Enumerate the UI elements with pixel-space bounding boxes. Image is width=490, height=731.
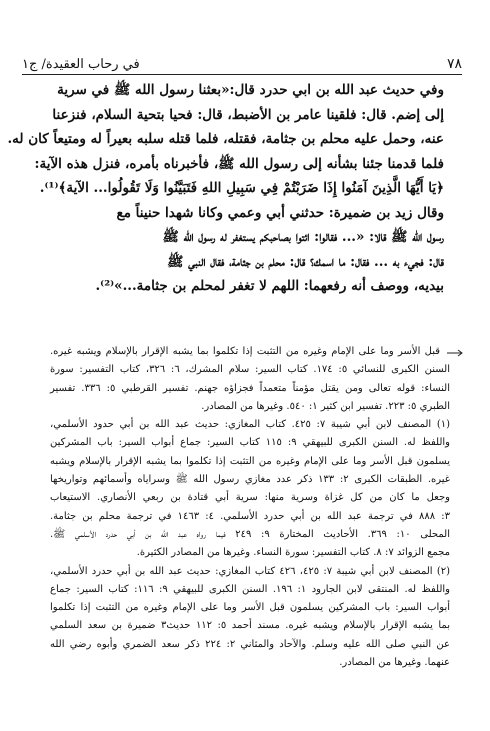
page-header — [22, 50, 462, 75]
footnote-line: النساء: قوله تعالى ومن يقتل مؤمناً متعمداً فجزاؤه جهنم. تفسير القرطبي ٥: ٣٣٦. تفسير — [50, 382, 451, 394]
page-number: ٧٨ — [446, 56, 462, 72]
footnote-1-line: (١) المصنف لابن أبي شيبة ٧: ٤٢٥. كتاب المغازي: حديث عبد الله بن أبي حدود الأسلمي، — [50, 419, 450, 431]
running-title: في رحاب العقيدة/ ج١ — [22, 57, 140, 72]
main-line: بيديه، ووصف أنه رفعهما: اللهم لا تغفر لمحلم بن جثامة...»⁽²⁾. — [95, 278, 444, 294]
footnote-2-line: (٢) المصنف لابن أبي شيبة ٧: ٤٢٥، ٤٢٦ كتاب المغازي: حديث عبد الله بن أبي حدرد الأسلمي، — [50, 565, 451, 577]
footnote-line: السنن الكبرى للنسائي ٥: ١٧٤. كتاب السير: سلام المشرك، ٦: ٣٢٦، كتاب التفسير: سورة — [50, 364, 450, 376]
main-text — [7, 78, 444, 299]
main-line: وفي حديث عبد الله بن ابي حدرد قال:«بعثنا رسول الله ﷺ في سرية — [57, 82, 444, 98]
footnote-2-line: عنهما. وغيرها من المصادر. — [339, 657, 450, 669]
footnote-2-line: بما يشبه الإقرار بالإسلام ويشبه غيره. مسند أحمد ٥: ١١٢ حديث٣ ضميرة بن سعد السلمي — [50, 620, 450, 632]
main-line: رسول الله ﷺ قالا: «... فقالوا: ائتوا بصاحبكم يستغفر له رسول الله ﷺ — [162, 229, 444, 245]
main-line: وقال زيد بن ضميرة: حدثني أبي وعمي وكانا شهدا حنيناً مع — [116, 204, 444, 221]
footnote-1-line: غيره. الطبقات الكبرى ٢: ١٣٣ ذكر عدد مغازي رسول الله ﷺ وسراياه وأسمائهم وتواريخها — [50, 474, 450, 486]
footnote-1-line: المحلى ١٠: ٣٦٩. الأحاديث المختارة ٩: ٢٤٩ فيما رواه عبد الله بن أبي حدرد الأسلمي ﷺ. — [50, 528, 450, 540]
footnote-1-line: يسلمون قبل الأسر وما على الإمام وغيره من التثبت إذا تكلموا بما يشبه الإقرار بالإسلام ويشبه — [50, 455, 450, 467]
footnote-1-line: واللفظ له. السنن الكبرى للبيهقي ٩: ١١٥ كتاب السير: جماع أبواب السير: باب المشركين — [50, 437, 450, 449]
footnotes — [50, 343, 450, 672]
footnote-1-line: ٣: ٨٨٨ في ترجمة عبد الله بن أبي حدرد الأسلمي. ٤: ١٤٦٣ في ترجمة محلم بن جثامة. — [50, 510, 450, 522]
footnote-2-line: عن النبي صلى الله عليه وسلم. والآحاد والمثاني ٢: ٢٢٤ ذكر سعد الضمري وأبوه رضي الله — [50, 638, 450, 650]
continuation-arrow-icon — [446, 348, 464, 358]
footnote-1-line: وجعل ما كان من كل غزاة وسرية منها: سرية أبي قتادة بن ربعي الأنصاري. الاستيعاب — [50, 492, 450, 504]
footnote-1-line: مجمع الزوائد ٧: ٨. كتاب التفسير: سورة النساء. وغيرها من المصادر الكثيرة. — [136, 547, 450, 559]
footnote-continuation-line: قبل الأسر وما على الإمام وغيره من التثبت إذا تكلموا بما يشبه الإقرار بالإسلام ويشبه غيره. — [50, 346, 440, 357]
footnote-2-line: أبواب السير: باب المشركين يسلمون قبل الأسر وما على الإمام وغيره من التثبت إذا تكلموا — [50, 602, 450, 614]
main-line: فلما قدمنا جئنا بشأنه إلى رسول الله ﷺ، فأخبرناه بأمره، فنزل هذه الآية: — [34, 155, 444, 172]
main-line: إلى إضم. قال: فلقينا عامر بن الأضبط، قال: فحيا بتحية السلام، فنزعنا — [52, 106, 444, 123]
main-line: عنه، وحمل عليه محلم بن جثامة، فقتله، فلما قتله سلبه بعيراً له ومتيعاً كان له. — [7, 131, 444, 147]
quran-verse-line: ﴿يَا أَيُّهَا الَّذِينَ آمَنُوا إِذَا ضَرَبْتُمْ فِي سَبِيلِ اللهِ فَتَبَيَّنُوا وَلَا تَقُولُوا... الآية﴾⁽¹⁾. — [39, 180, 444, 196]
footnote-2-line: واللفظ له. المنتقى لابن الجارود ١: ١٩٦. السنن الكبرى للبيهقي ٩: ١١٦: كتاب السير: جماع — [50, 583, 450, 595]
main-line: قال: فجيء به ... فقال: ما اسمك؟ قال: محلم بن جثامة، فقال النبي ﷺ — [167, 253, 444, 270]
footnote-line: الطبري ٥: ٢٢٣. تفسير ابن كثير ١: ٥٤٠. وغيرها من المصادر. — [201, 400, 450, 412]
